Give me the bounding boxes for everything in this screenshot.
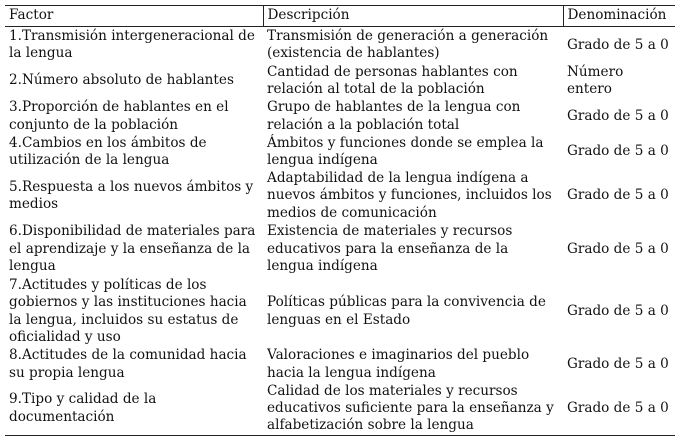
cell-descripcion: Calidad de los materiales y recursos educativos suficiente para la enseñanza y alfabetización sobre la lengua <box>263 383 563 436</box>
cell-descripcion: Existencia de materiales y recursos educativos para la enseñanza de la lengua indígena <box>267 223 513 275</box>
cell-factor: 6.Disponibilidad de materiales para el aprendizaje y la enseñanza de la lengua <box>9 223 256 275</box>
table-body <box>5 27 675 436</box>
cell-denominacion: Grado de 5 a 0 <box>567 107 669 124</box>
cell-factor: 4.Cambios en los ámbitos de utilización de la lengua <box>9 134 207 168</box>
cell-denominacion: Grado de 5 a 0 <box>567 143 669 160</box>
cell-descripcion: Transmisión de generación a generación (existencia de hablantes) <box>267 27 549 62</box>
cell-denominacion: Grado de 5 a 0 <box>567 302 669 319</box>
cell-denominacion: Grado de 5 a 0 <box>567 36 669 53</box>
table-row <box>5 383 675 436</box>
table-row <box>5 135 675 170</box>
cell-descripcion: Cantidad de personas hablantes con relación al total de la población <box>267 63 518 97</box>
header-denominacion: Denominación <box>563 6 675 27</box>
cell-denominacion: Grado de 5 a 0 <box>563 383 675 436</box>
header-descripcion: Descripción <box>263 6 563 27</box>
header-factor: Factor <box>5 6 263 27</box>
cell-factor: 7.Actitudes y políticas de los gobiernos y las instituciones hacia la lengua, incluidos su estatus de oficialidad y uso <box>9 276 247 345</box>
header-row <box>5 6 675 27</box>
cell-descripcion: Políticas públicas para la convivencia de lenguas en el Estado <box>267 294 546 328</box>
factors-table <box>5 5 675 436</box>
cell-descripcion: Adaptabilidad de la lengua indígena a nuevos ámbitos y funciones, incluidos los medios de comunicación <box>267 169 552 221</box>
cell-factor: 1.Transmisión intergeneracional de la lengua <box>9 27 255 62</box>
table-row <box>5 277 675 347</box>
table-row <box>5 170 675 223</box>
cell-factor: 2.Número absoluto de hablantes <box>9 72 234 89</box>
table-header <box>5 6 675 27</box>
cell-descripcion: Valoraciones e imaginarios del pueblo hacia la lengua indígena <box>267 347 530 381</box>
cell-factor: 9.Tipo y calidad de la documentación <box>5 383 263 436</box>
table-row <box>5 27 675 64</box>
factors-table-container <box>5 5 675 436</box>
cell-denominacion: Número entero <box>567 63 624 97</box>
cell-descripcion: Ámbitos y funciones donde se emplea la lengua indígena <box>267 134 544 168</box>
cell-factor: 3.Proporción de hablantes en el conjunto de la población <box>9 99 229 133</box>
cell-factor: 5.Respuesta a los nuevos ámbitos y medios <box>9 178 254 212</box>
cell-factor: 8.Actitudes de la comunidad hacia su propia lengua <box>9 347 247 381</box>
table-row <box>5 99 675 135</box>
cell-denominacion: Grado de 5 a 0 <box>567 240 669 257</box>
table-row <box>5 347 675 383</box>
table-row <box>5 64 675 99</box>
table-row <box>5 223 675 277</box>
cell-denominacion: Grado de 5 a 0 <box>567 355 669 372</box>
cell-descripcion: Grupo de hablantes de la lengua con relación a la población total <box>267 99 521 133</box>
cell-denominacion: Grado de 5 a 0 <box>567 187 669 204</box>
